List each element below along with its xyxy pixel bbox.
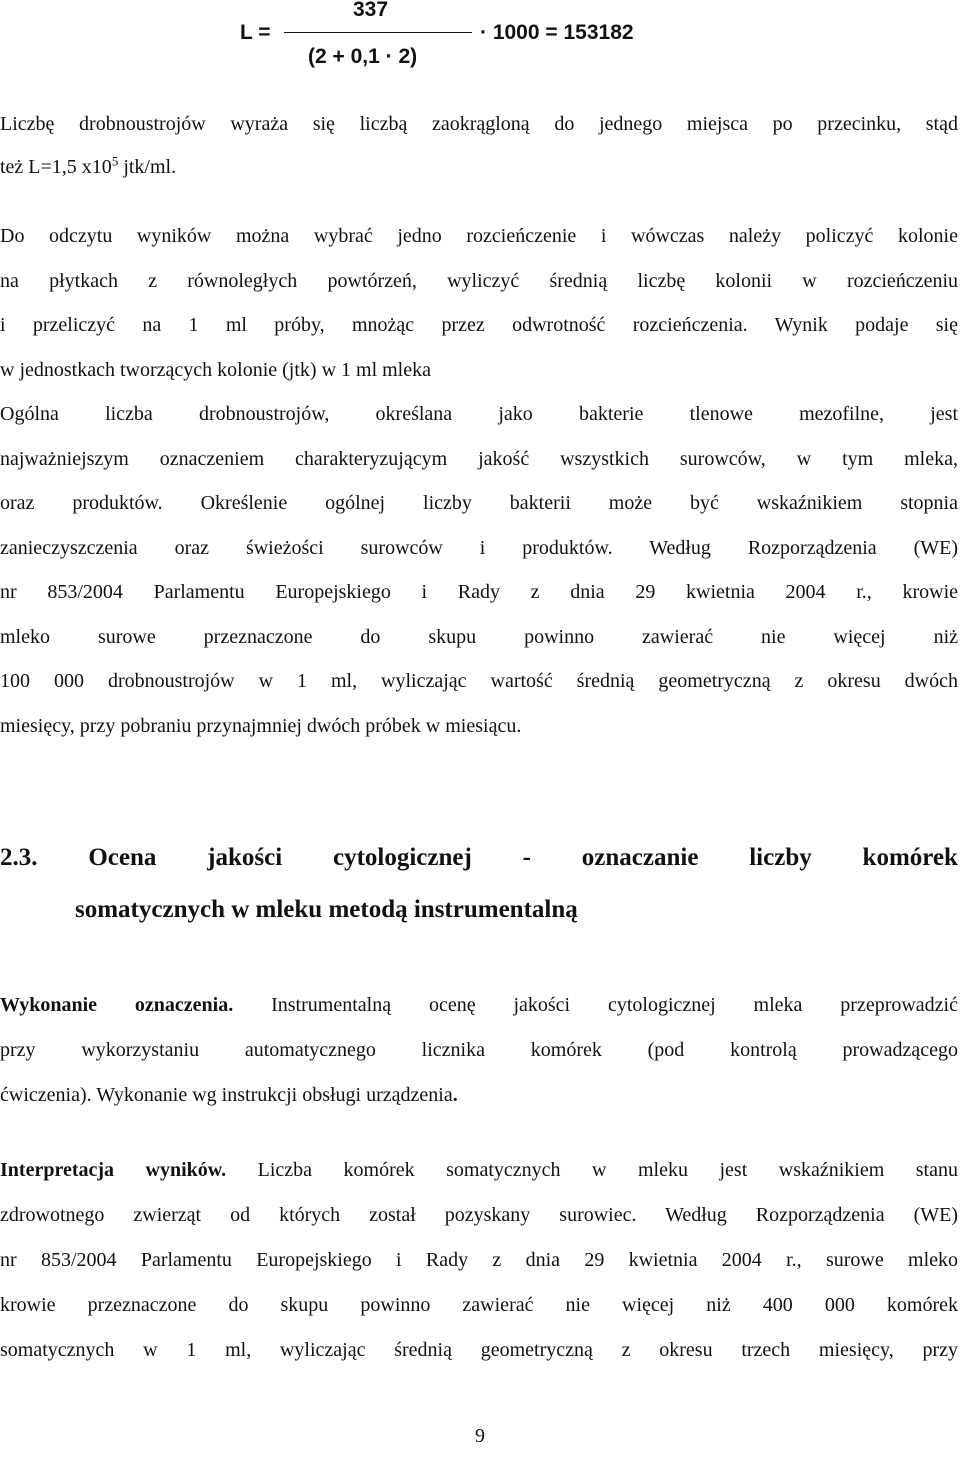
rounding-line-2 <box>0 146 958 189</box>
page-number: 9 <box>475 1425 485 1447</box>
interpretation-paragraph <box>0 1148 958 1373</box>
reading-paragraph <box>0 214 958 392</box>
section-title-word: - <box>522 844 531 871</box>
rounding-line-2-suffix: jtk/ml. <box>118 156 177 178</box>
rounding-line-2-prefix: też L=1,5 x10 <box>0 156 112 178</box>
formula-rhs: · 1000 = 153182 <box>480 21 634 44</box>
reading-line: Do odczytu wyników można wybrać jedno rozcieńczenie i wówczas należy policzyć kolonie <box>0 225 958 247</box>
procedure-line-3-end: . <box>452 1084 458 1106</box>
total-count-line: mleko surowe przeznaczone do skupu powinno zawierać nie więcej niż <box>0 625 958 648</box>
interpretation-line: nr 853/2004 Parlamentu Europejskiego i Rady z dnia 29 kwietnia 2004 r., surowe mleko <box>0 1249 958 1271</box>
rounding-paragraph <box>0 103 958 189</box>
section-title-word: cytologicznej <box>332 844 472 871</box>
total-count-paragraph <box>0 392 958 748</box>
procedure-paragraph <box>0 983 958 1118</box>
procedure-line-1 <box>0 983 958 1028</box>
interpretation-line: somatycznych w 1 ml, wyliczając średnią geometryczną z okresu trzech miesięcy, przy <box>0 1339 958 1361</box>
total-count-line: oraz produktów. Określenie ogólnej liczby bakterii może być wskaźnikiem stopnia <box>0 492 958 514</box>
procedure-line-2: przy wykorzystaniu automatycznego licznika komórek (pod kontrolą prowadzącego <box>0 1039 958 1061</box>
interpretation-line-1-text: Liczba komórek somatycznych w mleku jest wskaźnikiem stanu <box>226 1159 958 1181</box>
reading-line: w jednostkach tworzących kolonie (jtk) w 1 ml mleka <box>0 358 431 381</box>
exponent: 5 <box>111 153 119 169</box>
procedure-line-3 <box>0 1073 958 1118</box>
reading-line: i przeliczyć na 1 ml próby, mnożąc przez odwrotność rozcieńczenia. Wynik podaje się <box>0 314 958 336</box>
total-count-line: najważniejszym oznaczeniem charakteryzującym jakość wszystkich surowców, w tym mleka, <box>0 447 958 470</box>
section-heading-line-1 <box>0 832 958 884</box>
interpretation-line: krowie przeznaczone do skupu powinno zawierać nie więcej niż 400 000 komórek <box>0 1294 958 1316</box>
procedure-line-3-text: ćwiczenia). Wykonanie wg instrukcji obsługi urządzenia <box>0 1084 453 1106</box>
reading-line: na płytkach z równoległych powtórzeń, wyliczyć średnią liczbę kolonii w rozcieńczeniu <box>0 269 958 292</box>
section-title-word: Ocena <box>88 844 157 871</box>
total-count-line: nr 853/2004 Parlamentu Europejskiego i Rady z dnia 29 kwietnia 2004 r., krowie <box>0 581 958 603</box>
total-count-line: Ogólna liczba drobnoustrojów, określana jako bakterie tlenowe mezofilne, jest <box>0 403 958 425</box>
rounding-line-1: Liczbę drobnoustrojów wyraża się liczbą zaokrągloną do jednego miejsca po przecinku, stąd <box>0 113 958 135</box>
section-title-word: komórek <box>862 844 958 871</box>
fraction-bar <box>284 32 472 33</box>
section-title-word: oznaczanie <box>581 844 699 871</box>
total-count-line: zanieczyszczenia oraz świeżości surowców i produktów. Według Rozporządzenia (WE) <box>0 536 958 559</box>
formula-numerator: 337 <box>353 0 389 21</box>
procedure-label: Wykonanie oznaczenia. <box>0 994 234 1016</box>
formula-denominator: (2 + 0,1 · 2) <box>308 45 418 68</box>
total-count-line: 100 000 drobnoustrojów w 1 ml, wyliczając wartość średnią geometryczną z okresu dwóch <box>0 670 958 692</box>
formula <box>240 0 680 80</box>
section-number: 2.3. <box>0 844 38 871</box>
section-title-word: liczby <box>749 844 812 871</box>
formula-lhs: L = <box>240 21 271 44</box>
procedure-line-1-text: Instrumentalną ocenę jakości cytologicznej mleka przeprowadzić <box>233 994 958 1016</box>
interpretation-line-1 <box>0 1148 958 1193</box>
interpretation-line: zdrowotnego zwierząt od których został pozyskany surowiec. Według Rozporządzenia (WE) <box>0 1204 958 1226</box>
section-heading <box>0 832 958 936</box>
total-count-line: miesięcy, przy pobraniu przynajmniej dwóch próbek w miesiącu. <box>0 714 522 737</box>
interpretation-label: Interpretacja wyników. <box>0 1159 227 1181</box>
section-title-word: jakości <box>207 844 283 871</box>
section-heading-line-2: somatycznych w mleku metodą instrumentalną <box>75 896 578 923</box>
